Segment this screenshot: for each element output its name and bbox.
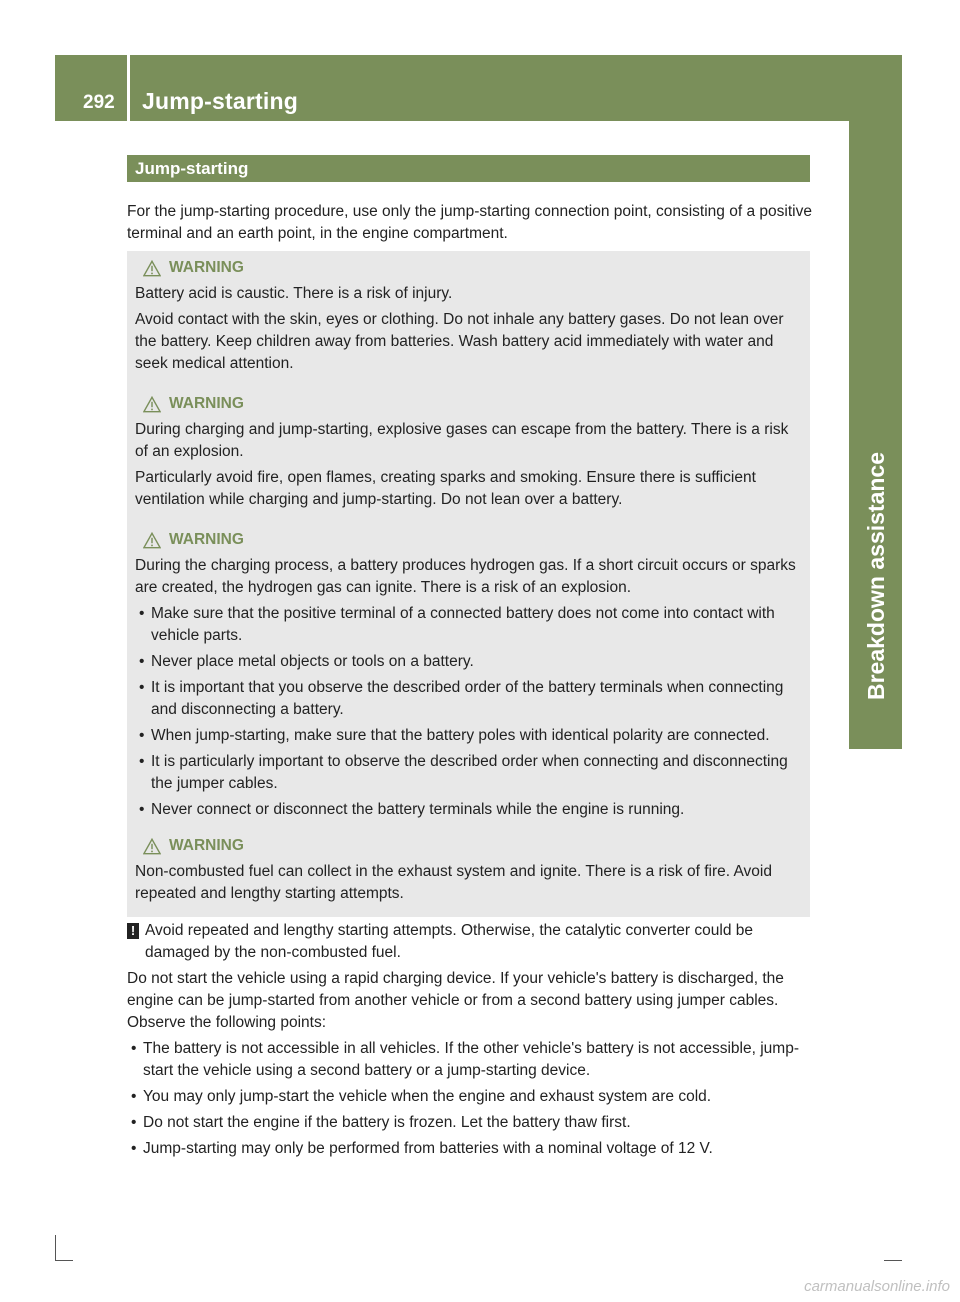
list-item: • The battery is not accessible in all vehicles. If the other vehicle's battery is not accessible, jump-start the vehicle using a second battery or a jump-starting device. xyxy=(127,1038,812,1082)
header-title: Jump-starting xyxy=(142,88,298,114)
warning-box-2 xyxy=(127,387,810,523)
warning-heading xyxy=(143,835,802,857)
warning-triangle-icon xyxy=(143,260,161,277)
warning-heading xyxy=(143,257,802,279)
intro-text: For the jump-starting procedure, use only the jump-starting connection point, consisting of a positive terminal and an earth point, in the engine compartment. xyxy=(127,203,812,242)
warning-bullet: • Make sure that the positive terminal of a connected battery does not come into contact with vehicle parts. xyxy=(135,603,802,647)
warning-heading xyxy=(143,393,802,415)
warning-heading xyxy=(143,529,802,551)
body-paragraph: Do not start the vehicle using a rapid charging device. If your vehicle's battery is discharged, the engine can be jump-started from another vehicle or from a second battery using jumper cables. Observe the following points: xyxy=(127,970,784,1031)
warning-bullet: • Never connect or disconnect the battery terminals while the engine is running. xyxy=(135,799,802,821)
warning-text: Avoid contact with the skin, eyes or clothing. Do not inhale any battery gases. Do not lean over the battery. Keep children away from batteries. Wash battery acid immediately with water and seek medical attention. xyxy=(135,311,784,372)
watermark: carmanualsonline.info xyxy=(804,1278,950,1295)
warning-label: WARNING xyxy=(169,531,244,548)
warning-box-3 xyxy=(127,523,810,833)
crop-mark xyxy=(55,1235,56,1261)
body-block xyxy=(127,920,812,1164)
warning-label: WARNING xyxy=(169,837,244,854)
warning-text: Battery acid is caustic. There is a risk of injury. xyxy=(135,285,453,302)
list-item: • Jump-starting may only be performed from batteries with a nominal voltage of 12 V. xyxy=(127,1138,812,1160)
warning-label: WARNING xyxy=(169,395,244,412)
warning-text: Non-combusted fuel can collect in the exhaust system and ignite. There is a risk of fire. Avoid repeated and lengthy starting attempts. xyxy=(135,863,772,902)
warning-bullet: • When jump-starting, make sure that the battery poles with identical polarity are connected. xyxy=(135,725,802,747)
warning-box-4 xyxy=(127,829,810,917)
notice xyxy=(127,920,812,964)
warning-bullet: • It is important that you observe the described order of the battery terminals when connecting and disconnecting a battery. xyxy=(135,677,802,721)
warning-triangle-icon xyxy=(143,838,161,855)
warning-text: Particularly avoid fire, open flames, creating sparks and smoking. Ensure there is sufficient ventilation while charging and jump-starting. Do not lean over a battery. xyxy=(135,469,756,508)
warning-label: WARNING xyxy=(169,259,244,276)
warning-triangle-icon xyxy=(143,396,161,413)
section-title: Jump-starting xyxy=(135,159,249,178)
page-number: 292 xyxy=(83,92,115,113)
crop-mark xyxy=(884,1260,902,1261)
warning-bullet: • Never place metal objects or tools on a battery. xyxy=(135,651,802,673)
crop-mark xyxy=(55,1260,73,1261)
header-divider xyxy=(127,55,130,121)
warning-text: During charging and jump-starting, explosive gases can escape from the battery. There is a risk of an explosion. xyxy=(135,421,789,460)
exclamation-icon: ! xyxy=(127,923,139,939)
list-item: • Do not start the engine if the battery is frozen. Let the battery thaw first. xyxy=(127,1112,812,1134)
intro-block xyxy=(127,201,812,249)
list-item: • You may only jump-start the vehicle when the engine and exhaust system are cold. xyxy=(127,1086,812,1108)
warning-triangle-icon xyxy=(143,532,161,549)
side-tab-label: Breakdown assistance xyxy=(863,451,889,700)
warning-text: During the charging process, a battery produces hydrogen gas. If a short circuit occurs or sparks are created, the hydrogen gas can ignite. There is a risk of an explosion. xyxy=(135,557,796,596)
warning-bullet: • It is particularly important to observe the described order when connecting and disconnecting the jumper cables. xyxy=(135,751,802,795)
warning-box-1 xyxy=(127,251,810,387)
notice-text: Avoid repeated and lengthy starting attempts. Otherwise, the catalytic converter could be damaged by the non-combusted fuel. xyxy=(145,922,753,961)
